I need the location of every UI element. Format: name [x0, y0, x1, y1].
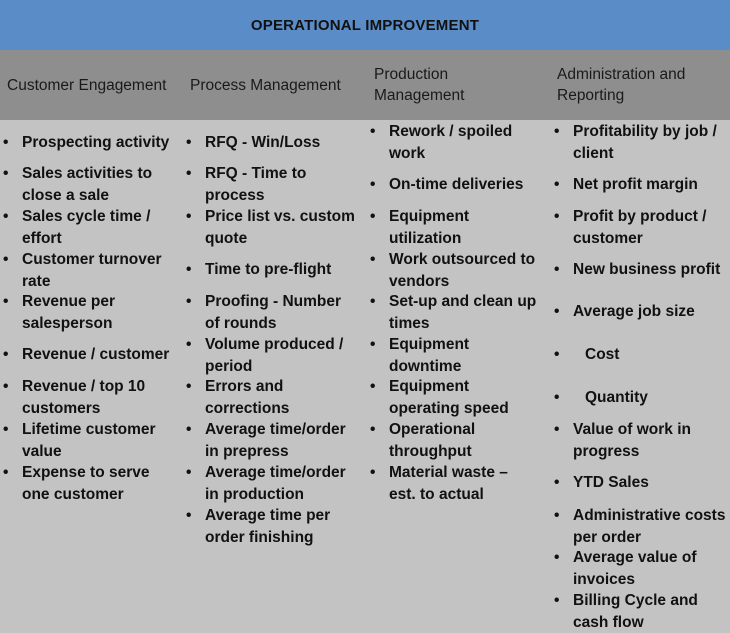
bullet-icon: •: [370, 208, 376, 225]
page-title: OPERATIONAL IMPROVEMENT: [250, 16, 480, 34]
bullet-icon: •: [554, 474, 560, 491]
bullet-icon: •: [3, 421, 9, 438]
list-item: • Customer turnover rate: [3, 251, 162, 290]
bullet-icon: •: [554, 261, 560, 278]
bullet-icon: •: [186, 507, 192, 524]
column-header-row: [0, 50, 730, 120]
list-item: • Average time per order finishing: [186, 507, 331, 546]
list-item: • Average time/order in production: [186, 464, 346, 503]
list-item: • Volume produced / period: [186, 336, 344, 375]
list-item: • On-time deliveries: [367, 174, 539, 196]
list-item: • Material waste – est. to actual: [370, 464, 508, 503]
list-item: • Net profit margin: [551, 174, 723, 196]
bullet-icon: •: [186, 165, 192, 182]
bullet-icon: •: [3, 251, 9, 268]
list-item: • Profitability by job / client: [554, 123, 717, 162]
bullet-icon: •: [186, 464, 192, 481]
bullet-icon: •: [186, 208, 192, 225]
bullet-icon: •: [554, 123, 560, 140]
column-administration-reporting: [551, 120, 730, 630]
list-item: • Quantity: [551, 387, 705, 409]
bullet-icon: •: [370, 378, 376, 395]
bullet-icon: •: [554, 507, 560, 524]
bullet-icon: •: [370, 176, 376, 193]
list-item: • Rework / spoiled work: [370, 123, 513, 162]
bullet-icon: •: [554, 592, 560, 609]
list-item: • Billing Cycle and cash flow: [554, 592, 698, 631]
list-item: • Average job size: [551, 301, 723, 323]
bullet-icon: •: [3, 208, 9, 225]
column-production-management: [367, 120, 550, 630]
list-item: • Sales cycle time / effort: [3, 208, 151, 247]
list-item: • Profit by product / customer: [554, 208, 707, 247]
bullet-icon: •: [186, 336, 192, 353]
bullet-icon: •: [186, 421, 192, 438]
column-header-process-management: [190, 50, 365, 120]
bullet-icon: •: [554, 421, 560, 438]
column-header-label: Process Management: [190, 76, 341, 94]
column-customer-engagement: [0, 120, 182, 630]
bullet-icon: •: [3, 378, 9, 395]
list-item: • Average value of invoices: [554, 549, 697, 588]
list-item: • Revenue / customer: [0, 344, 177, 366]
column-header-customer-engagement: [7, 50, 182, 120]
bullet-icon: •: [370, 123, 376, 140]
bullet-icon: •: [186, 293, 192, 310]
list-item: • Prospecting activity: [0, 132, 177, 154]
bullet-icon: •: [3, 134, 9, 151]
list-item: • Set-up and clean up times: [370, 293, 537, 332]
bullet-icon: •: [3, 293, 9, 310]
list-item: • RFQ - Time to process: [186, 165, 307, 204]
list-item: • Proofing - Number of rounds: [186, 293, 342, 332]
bullet-icon: •: [554, 176, 560, 193]
column-header-label: Customer Engagement: [7, 76, 167, 94]
bullet-icon: •: [554, 346, 560, 363]
bullet-icon: •: [370, 421, 376, 438]
bullet-icon: •: [3, 346, 9, 363]
list-item: • Cost: [551, 344, 705, 366]
bullet-icon: •: [186, 261, 192, 278]
list-item: • Equipment utilization: [370, 208, 470, 247]
bullet-icon: •: [554, 208, 560, 225]
bullet-icon: •: [554, 303, 560, 320]
bullet-icon: •: [186, 134, 192, 151]
column-header-label: Administration and Reporting: [557, 66, 686, 104]
list-item: • Time to pre-flight: [183, 259, 355, 281]
bullet-icon: •: [554, 549, 560, 566]
list-item: • Revenue / top 10 customers: [3, 378, 146, 417]
bullet-icon: •: [370, 293, 376, 310]
list-item: • Equipment operating speed: [370, 378, 509, 417]
list-item: • RFQ - Win/Loss: [183, 132, 355, 154]
bullet-icon: •: [3, 464, 9, 481]
bullet-icon: •: [370, 336, 376, 353]
list-item: • Lifetime customer value: [3, 421, 156, 460]
list-item: • Operational throughput: [370, 421, 476, 460]
list-item: • Errors and corrections: [186, 378, 290, 417]
bullet-icon: •: [3, 165, 9, 182]
column-header-label: Production Management: [374, 66, 465, 104]
list-item: • Sales activities to close a sale: [3, 165, 153, 204]
list-item: • Administrative costs per order: [554, 507, 726, 546]
column-header-production-management: [374, 50, 494, 120]
bullet-icon: •: [186, 378, 192, 395]
list-item: • New business profit: [551, 259, 723, 281]
bullet-icon: •: [554, 389, 560, 406]
column-process-management: [183, 120, 366, 630]
column-header-administration-reporting: [557, 50, 687, 120]
title-bar: [0, 0, 730, 50]
bullet-icon: •: [370, 464, 376, 481]
bullet-icon: •: [370, 251, 376, 268]
list-item: • Average time/order in prepress: [186, 421, 346, 460]
list-item: • Value of work in progress: [554, 421, 691, 460]
list-item: • YTD Sales: [551, 472, 703, 494]
table-body: [0, 120, 730, 630]
list-item: • Revenue per salesperson: [3, 293, 116, 332]
list-item: • Expense to serve one customer: [3, 464, 150, 503]
list-item: • Equipment downtime: [370, 336, 470, 375]
list-item: • Price list vs. custom quote: [186, 208, 355, 247]
list-item: • Work outsourced to vendors: [370, 251, 536, 290]
